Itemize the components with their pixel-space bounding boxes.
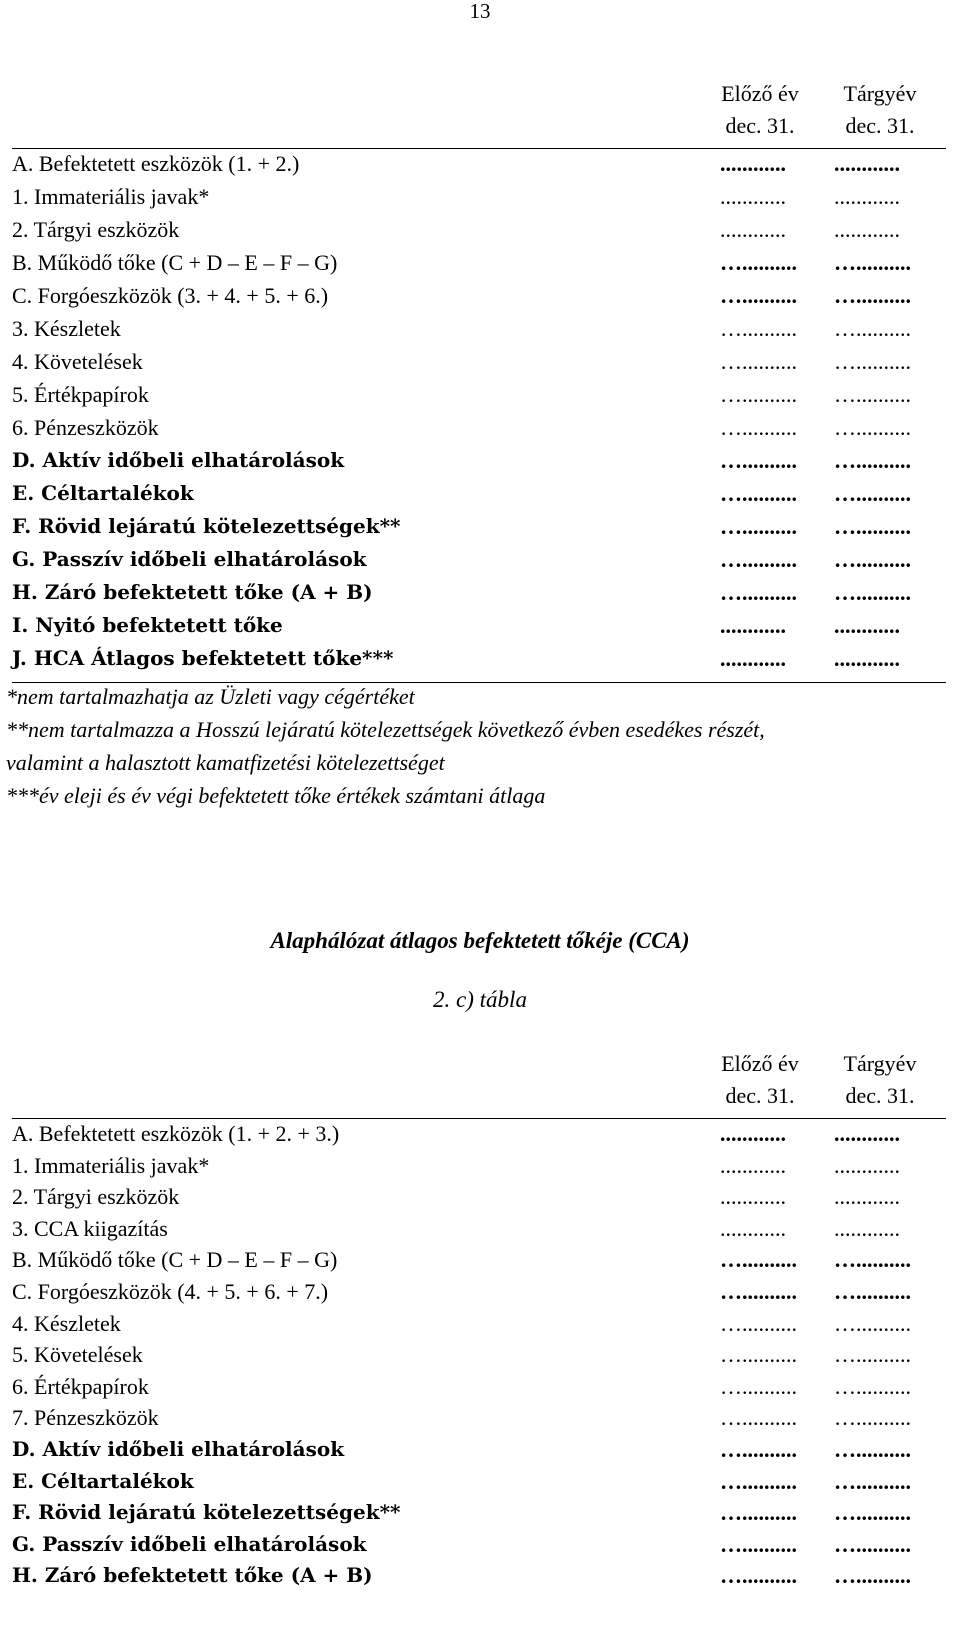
column-header-line: dec. 31. <box>845 1083 915 1108</box>
table-row <box>12 1465 946 1498</box>
current-year-value: ............ <box>834 613 900 638</box>
column-header-line: Tárgyév <box>843 1051 917 1076</box>
previous-year-value: ….......... <box>720 1468 797 1494</box>
previous-year-value: ….......... <box>720 1563 797 1589</box>
table-row <box>12 279 946 312</box>
row-label: 6. Pénzeszközök <box>12 415 159 440</box>
table-row <box>12 1275 946 1308</box>
row-label: 1. Immateriális javak* <box>12 1152 210 1178</box>
current-year-value: ….......... <box>834 547 911 572</box>
previous-year-value: ….......... <box>720 1437 797 1462</box>
row-label: 1. Immateriális javak* <box>12 184 210 209</box>
previous-year-value: ............ <box>720 1215 786 1241</box>
row-label: H. Záró befektetett tőke (A + B) <box>12 580 373 604</box>
current-year-value: ............ <box>834 1152 900 1178</box>
current-year-value: ….......... <box>834 448 911 473</box>
row-label: 5. Követelések <box>12 1342 143 1368</box>
row-label: A. Befektetett eszközök (1. + 2.) <box>12 151 300 176</box>
previous-year-value: ….......... <box>720 1247 797 1273</box>
current-year-value: ….......... <box>834 1563 911 1589</box>
current-year-value: ............ <box>834 217 900 242</box>
current-year-value: ….......... <box>834 1373 911 1399</box>
previous-year-value: ….......... <box>720 580 797 605</box>
current-year-value: ….......... <box>834 1437 911 1462</box>
current-year-value: ............ <box>834 646 900 671</box>
table-row <box>12 312 946 345</box>
current-year-value: ............ <box>834 184 900 209</box>
row-label: 6. Értékpapírok <box>12 1373 149 1399</box>
table-row <box>12 147 946 180</box>
table-row <box>12 477 946 510</box>
table-row <box>12 1212 946 1245</box>
row-label: E. Céltartalékok <box>12 1468 194 1493</box>
column-header-current-year <box>832 78 928 142</box>
previous-year-value: ............ <box>720 613 786 638</box>
previous-year-value: ….......... <box>720 250 797 275</box>
table-row <box>12 213 946 246</box>
previous-year-value: ….......... <box>720 1405 797 1431</box>
current-year-value: ….......... <box>834 514 911 539</box>
row-label: C. Forgóeszközök (4. + 5. + 6. + 7.) <box>12 1279 329 1304</box>
table-row <box>12 1370 946 1403</box>
current-year-value: ….......... <box>834 1531 911 1557</box>
previous-year-value: ….......... <box>720 448 797 473</box>
table-row <box>12 1117 946 1150</box>
row-label: C. Forgóeszközök (3. + 4. + 5. + 6.) <box>12 283 329 308</box>
table-row <box>12 1401 946 1434</box>
table-row <box>12 642 946 675</box>
row-label: F. Rövid lejáratú kötelezettségek** <box>12 1500 401 1525</box>
previous-year-value: ….......... <box>720 1279 797 1304</box>
row-label: I. Nyitó befektetett tőke <box>12 613 283 637</box>
current-year-value: ….......... <box>834 1310 911 1336</box>
current-year-value: ….......... <box>834 1405 911 1431</box>
footnote: ***év eleji és év végi befektetett tőke értékek számtani átlaga <box>6 783 546 808</box>
previous-year-value: ............ <box>720 1121 786 1146</box>
row-label: H. Záró befektetett tőke (A + B) <box>12 1563 373 1588</box>
table-row <box>12 576 946 609</box>
current-year-value: ….......... <box>834 580 911 605</box>
table-caption: 2. c) tábla <box>433 987 527 1012</box>
current-year-value: ….......... <box>834 283 911 308</box>
table-row <box>12 543 946 576</box>
table-row <box>12 378 946 411</box>
column-header-line: dec. 31. <box>725 1083 795 1108</box>
table-row <box>12 1433 946 1466</box>
previous-year-value: ….......... <box>720 514 797 539</box>
previous-year-value: ............ <box>720 1152 786 1178</box>
current-year-value: ….......... <box>834 1279 911 1304</box>
table-row <box>12 345 946 378</box>
current-year-value: ….......... <box>834 316 911 341</box>
current-year-value: ….......... <box>834 415 911 440</box>
table-row <box>12 1307 946 1340</box>
previous-year-value: ….......... <box>720 415 797 440</box>
previous-year-value: ….......... <box>720 1342 797 1368</box>
row-label: A. Befektetett eszközök (1. + 2. + 3.) <box>12 1121 340 1146</box>
current-year-value: ….......... <box>834 1500 911 1526</box>
current-year-value: ….......... <box>834 382 911 407</box>
current-year-value: ............ <box>834 1215 900 1241</box>
table-row <box>12 1528 946 1561</box>
row-label: 3. Készletek <box>12 316 121 341</box>
current-year-value: ............ <box>834 151 900 176</box>
row-label: B. Működő tőke (C + D – E – F – G) <box>12 1247 338 1273</box>
previous-year-value: ….......... <box>720 1310 797 1336</box>
previous-year-value: ............ <box>720 151 786 176</box>
previous-year-value: ............ <box>720 1184 786 1210</box>
row-label: 7. Pénzeszközök <box>12 1405 159 1431</box>
row-label: 4. Készletek <box>12 1310 121 1336</box>
page-number: 13 <box>469 0 491 23</box>
table-row <box>12 1338 946 1371</box>
footnotes <box>6 680 946 812</box>
table-row <box>12 609 946 642</box>
previous-year-value: ............ <box>720 646 786 671</box>
row-label: 2. Tárgyi eszközök <box>12 1184 180 1210</box>
row-label: G. Passzív időbeli elhatárolások <box>12 547 367 571</box>
previous-year-value: ............ <box>720 217 786 242</box>
previous-year-value: ............ <box>720 184 786 209</box>
table-row <box>12 1496 946 1529</box>
previous-year-value: ….......... <box>720 481 797 506</box>
previous-year-value: ….......... <box>720 1373 797 1399</box>
current-year-value: ............ <box>834 1184 900 1210</box>
previous-year-value: ….......... <box>720 316 797 341</box>
column-header-line: Előző év <box>721 1051 799 1076</box>
previous-year-value: ….......... <box>720 1500 797 1526</box>
row-label: J. HCA Átlagos befektetett tőke*** <box>12 646 394 670</box>
column-header-previous-year <box>712 78 808 142</box>
row-label: 4. Követelések <box>12 349 143 374</box>
previous-year-value: ….......... <box>720 283 797 308</box>
column-header-line: dec. 31. <box>725 113 795 138</box>
section-title: Alaphálózat átlagos befektetett tőkéje (CCA) <box>270 928 690 953</box>
current-year-value: ….......... <box>834 1342 911 1368</box>
table-row <box>12 1149 946 1182</box>
current-year-value: ….......... <box>834 349 911 374</box>
footnote: valamint a halasztott kamatfizetési kötelezettséget <box>6 750 445 775</box>
row-label: D. Aktív időbeli elhatárolások <box>12 1437 345 1461</box>
row-label: 5. Értékpapírok <box>12 382 149 407</box>
previous-year-value: ….......... <box>720 382 797 407</box>
table-row <box>12 510 946 543</box>
current-year-value: ….......... <box>834 1247 911 1273</box>
current-year-value: ............ <box>834 1121 900 1146</box>
previous-year-value: ….......... <box>720 547 797 572</box>
row-label: 2. Tárgyi eszközök <box>12 217 180 242</box>
column-header-current-year <box>832 1048 928 1112</box>
table-row <box>12 1243 946 1276</box>
row-label: D. Aktív időbeli elhatárolások <box>12 448 345 472</box>
column-header-line: Tárgyév <box>843 81 917 106</box>
table-row <box>12 1559 946 1592</box>
row-label: E. Céltartalékok <box>12 481 194 505</box>
row-label: B. Működő tőke (C + D – E – F – G) <box>12 250 338 275</box>
previous-year-value: ….......... <box>720 349 797 374</box>
table-row <box>12 1180 946 1213</box>
current-year-value: ….......... <box>834 1468 911 1494</box>
footnote: **nem tartalmazza a Hosszú lejáratú kötelezettségek következő évben esedékes részét, <box>6 717 765 742</box>
table-row <box>12 444 946 477</box>
current-year-value: ….......... <box>834 250 911 275</box>
column-header-line: dec. 31. <box>845 113 915 138</box>
row-label: G. Passzív időbeli elhatárolások <box>12 1531 367 1556</box>
previous-year-value: ….......... <box>720 1531 797 1557</box>
row-label: F. Rövid lejáratú kötelezettségek** <box>12 514 401 538</box>
footnote: *nem tartalmazhatja az Üzleti vagy cégértéket <box>6 684 415 709</box>
table-row <box>12 411 946 444</box>
current-year-value: ….......... <box>834 481 911 506</box>
table-row <box>12 180 946 213</box>
column-header-line: Előző év <box>721 81 799 106</box>
row-label: 3. CCA kiigazítás <box>12 1215 168 1241</box>
column-header-previous-year <box>712 1048 808 1112</box>
table-row <box>12 246 946 279</box>
